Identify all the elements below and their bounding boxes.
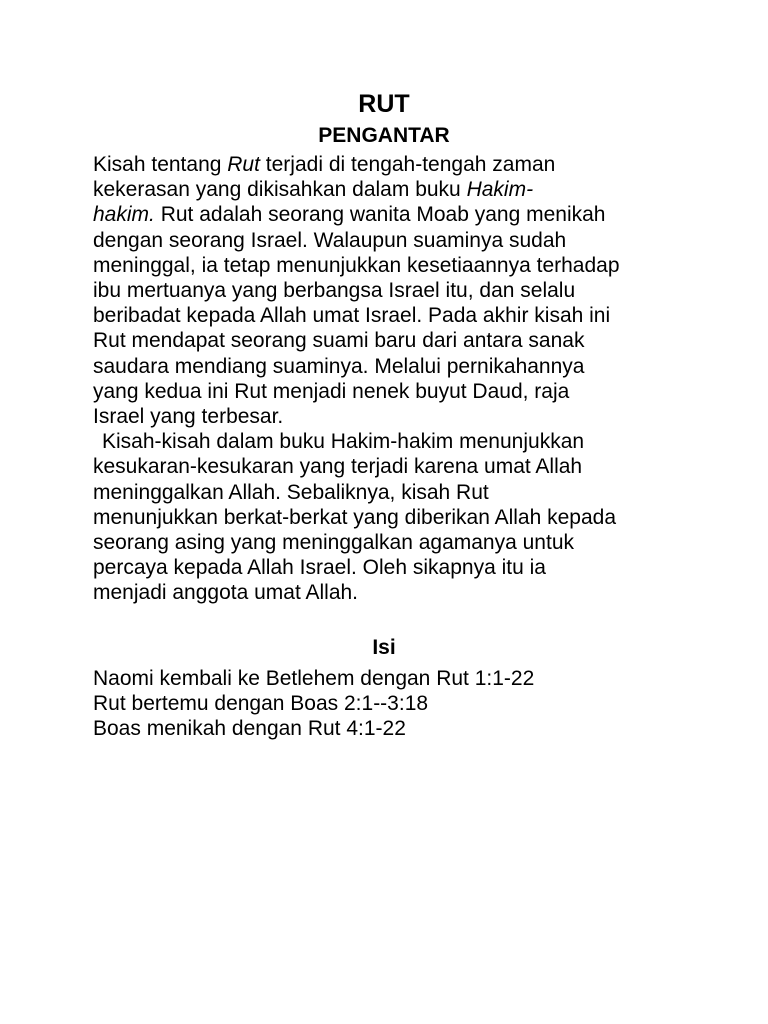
contents-item: Boas menikah dengan Rut 4:1-22 xyxy=(93,717,406,741)
paragraph-start-line: Kisah-kisah dalam buku Hakim-hakim menunjukkan xyxy=(102,430,585,454)
text-line: menjadi anggota umat Allah. xyxy=(93,581,359,605)
italic-book-name: Rut xyxy=(227,153,260,176)
text-line: dengan seorang Israel. Walaupun suaminya sudah xyxy=(93,228,567,252)
text-line: hakim. Rut adalah seorang wanita Moab yang menikah xyxy=(93,203,606,227)
italic-book-name: hakim. xyxy=(93,203,155,227)
text-line: Rut mendapat seorang suami baru dari antara sanak xyxy=(93,329,585,353)
text-line: yang kedua ini Rut menjadi nenek buyut Daud, raja xyxy=(93,379,570,403)
text-line: beribadat kepada Allah umat Israel. Pada akhir kisah ini xyxy=(93,304,611,328)
text-line: percaya kepada Allah Israel. Oleh sikapnya itu ia xyxy=(93,556,546,580)
contents-list xyxy=(93,666,693,742)
text-line: seorang asing yang meninggalkan agamanya untuk xyxy=(93,531,575,555)
text-line: kesukaran-kesukaran yang terjadi karena umat Allah xyxy=(93,455,583,479)
text-line: saudara mendiang suaminya. Melalui pernikahannya xyxy=(93,354,585,378)
section-heading-contents: Isi xyxy=(372,636,396,659)
text-line: Kisah tentang Rut terjadi di tengah-tengah zaman xyxy=(93,153,556,176)
contents-item: Naomi kembali ke Betlehem dengan Rut 1:1-22 xyxy=(93,667,535,690)
text-line: meninggal, ia tetap menunjukkan kesetiaannya terhadap xyxy=(93,253,620,277)
introduction-text xyxy=(93,152,693,606)
section-heading-introduction: PENGANTAR xyxy=(318,124,450,147)
document-title: RUT xyxy=(358,90,410,118)
text-line: menunjukkan berkat-berkat yang diberikan Allah kepada xyxy=(93,505,617,529)
contents-item: Rut bertemu dengan Boas 2:1--3:18 xyxy=(93,692,429,716)
text-line: meninggalkan Allah. Sebaliknya, kisah Rut xyxy=(93,480,489,504)
italic-book-name: Hakim- xyxy=(466,178,534,202)
text-line: kekerasan yang dikisahkan dalam buku Hakim- xyxy=(93,178,534,202)
text-line: Israel yang terbesar. xyxy=(93,405,284,429)
text-line: ibu mertuanya yang berbangsa Israel itu, dan selalu xyxy=(93,279,576,303)
